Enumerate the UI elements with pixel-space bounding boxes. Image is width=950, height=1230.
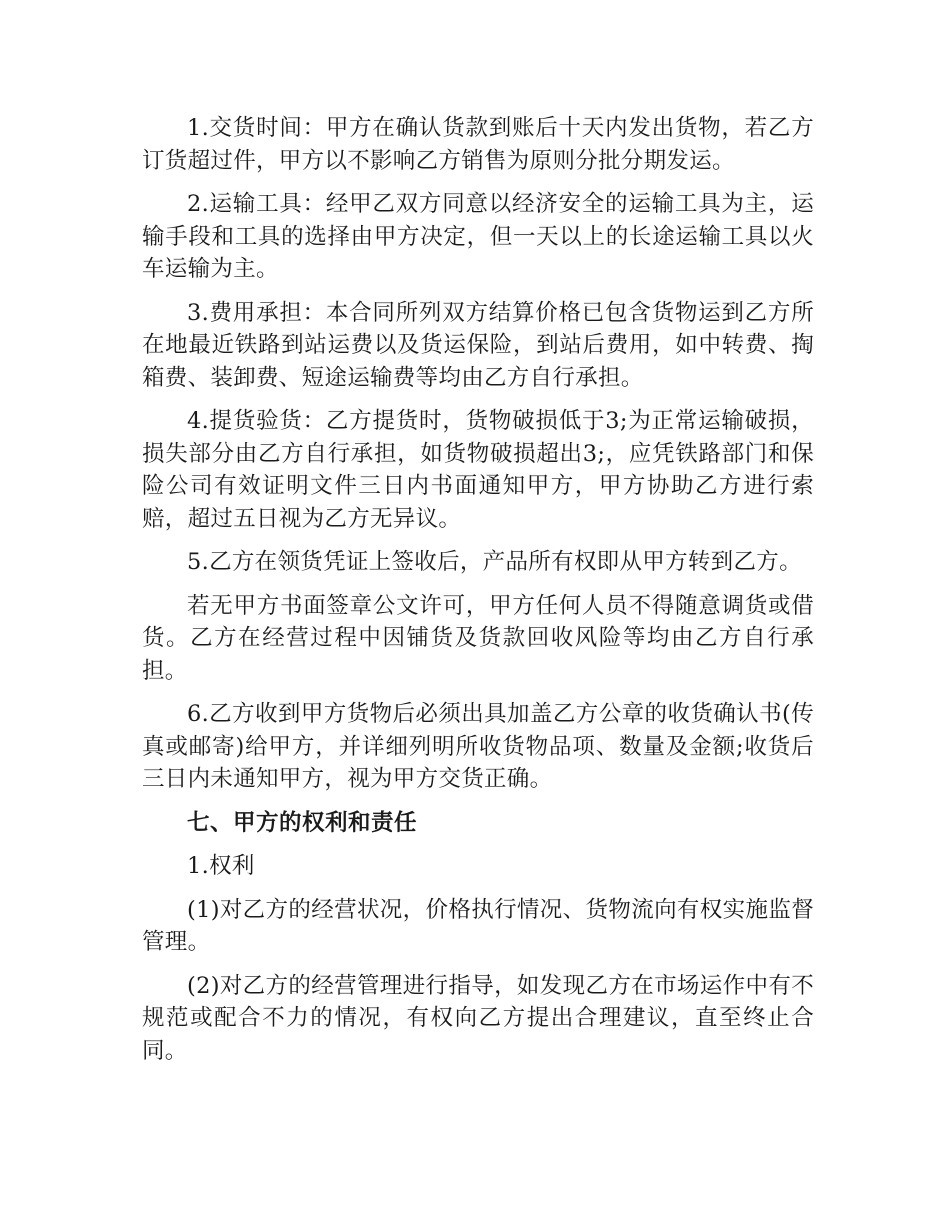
section-heading-party-a-rights: 七、甲方的权利和责任 — [187, 809, 418, 836]
document-page — [142, 112, 814, 1078]
paragraph-right-guidance: (2)对乙方的经营管理进行指导，如发现乙方在市场运作中有不规范或配合不力的情况，有权向乙方提出合理建议，直至终止合同。 — [142, 972, 814, 1064]
paragraph-ownership-transfer: 5.乙方在领货凭证上签收后，产品所有权即从甲方转到乙方。 — [187, 549, 802, 575]
paragraph-goods-inspection: 4.提货验货：乙方提货时，货物破损低于3;为正常运输破损，损失部分由乙方自行承担，如货物破损超出3;，应凭铁路部门和保险公司有效证明文件三日内书面通知甲方，甲方协助乙方进行索赔，超过五日视为乙方无异议。 — [142, 408, 814, 532]
paragraph-cost-bearing: 3.费用承担：本合同所列双方结算价格已包含货物运到乙方所在地最近铁路到站运费以及货运保险，到站后费用，如中转费、掏箱费、装卸费、短途运输费等均由乙方自行承担。 — [142, 299, 814, 391]
paragraph-no-transfer-without-permission: 若无甲方书面签章公文许可，甲方任何人员不得随意调货或借货。乙方在经营过程中因铺货及货款回收风险等均由乙方自行承担。 — [142, 592, 814, 684]
paragraph-receipt-confirmation: 6.乙方收到甲方货物后必须出具加盖乙方公章的收货确认书(传真或邮寄)给甲方，并详细列明所收货物品项、数量及金额;收货后三日内未通知甲方，视为甲方交货正确。 — [142, 701, 814, 792]
subheading-rights: 1.权利 — [187, 853, 255, 879]
paragraph-right-supervision: (1)对乙方的经营状况，价格执行情况、货物流向有权实施监督管理。 — [142, 896, 814, 955]
paragraph-transport-tools: 2.运输工具：经甲乙双方同意以经济安全的运输工具为主，运输手段和工具的选择由甲方决定，但一天以上的长途运输工具以火车运输为主。 — [142, 191, 814, 282]
paragraph-delivery-time: 1.交货时间：甲方在确认货款到账后十天内发出货物，若乙方订货超过件，甲方以不影响乙方销售为原则分批分期发运。 — [142, 115, 814, 174]
